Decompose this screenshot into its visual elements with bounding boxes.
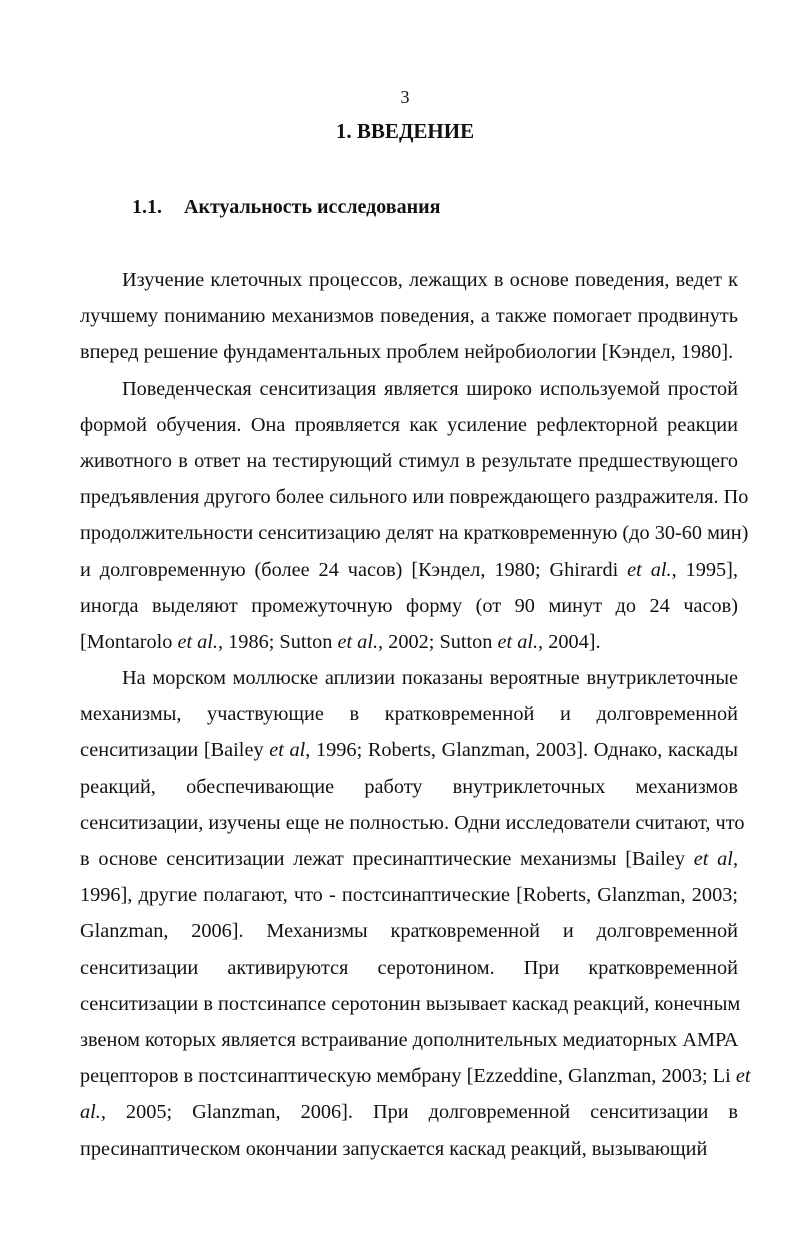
section-title: Актуальность исследования <box>184 196 441 218</box>
text-segment: сенситизации [Bailey <box>80 739 270 762</box>
text-segment: , 1986; Sutton <box>218 630 338 653</box>
text-segment: , <box>732 848 739 870</box>
text-segment: На морском моллюске аплизии показаны вероятные внутриклеточные <box>122 667 738 690</box>
text-line <box>80 515 749 551</box>
section-heading <box>132 196 440 219</box>
text-segment: формой обучения. Она проявляется как усиление рефлекторной реакции <box>80 413 738 436</box>
italic-text: et al. <box>497 630 539 653</box>
paragraph <box>80 371 749 661</box>
text-segment: Glanzman, 2006]. Механизмы кратковременной и долговременной <box>80 920 738 943</box>
text-segment: сенситизации активируются серотонином. При кратковременной <box>80 956 738 979</box>
text-segment: иногда выделяют промежуточную форму (от 90 минут до 24 часов) <box>80 594 738 617</box>
section-number: 1.1. <box>132 196 162 218</box>
text-segment: , 2002; Sutton <box>378 630 498 653</box>
text-segment: продолжительности сенситизацию делят на кратковременную (до 30-60 мин) <box>80 522 749 545</box>
page-number: 3 <box>400 87 410 107</box>
text-segment: предъявления другого более сильного или повреждающего раздражителя. По <box>80 486 749 509</box>
text-segment: лучшему пониманию механизмов поведения, а также помогает продвинуть <box>80 305 738 328</box>
text-line <box>80 913 738 949</box>
italic-text: et <box>735 1065 751 1088</box>
text-segment: в основе сенситизации лежат пресинаптические механизмы [Bailey <box>80 848 694 870</box>
text-line <box>80 1058 751 1094</box>
text-segment: [Montarolo <box>80 630 178 653</box>
text-segment: , 1996; Roberts, Glanzman, 2003]. Однако, каскады <box>305 739 738 762</box>
text-line <box>80 732 738 768</box>
text-segment: животного в ответ на тестирующий стимул в результате предшествующего <box>80 449 738 472</box>
text-line <box>80 950 738 986</box>
text-line <box>80 443 738 479</box>
text-line <box>80 1094 738 1130</box>
italic-text: et al. <box>177 630 219 653</box>
text-line <box>80 407 738 443</box>
text-line <box>80 805 745 841</box>
text-segment: сенситизации в постсинапсе серотонин вызывает каскад реакций, конечным <box>80 992 741 1015</box>
text-line <box>80 1131 738 1167</box>
text-line <box>80 479 749 515</box>
text-line <box>80 841 738 877</box>
text-segment: рецепторов в постсинаптическую мембрану [Ezzeddine, Glanzman, 2003; Li <box>80 1065 736 1088</box>
text-line <box>80 986 741 1022</box>
text-line <box>80 769 738 805</box>
text-line <box>80 262 738 298</box>
text-segment: механизмы, участвующие в кратковременной и долговременной <box>80 703 738 726</box>
text-line <box>80 371 738 407</box>
text-segment: Изучение клеточных процессов, лежащих в основе поведения, ведет к <box>122 269 738 291</box>
text-line <box>80 877 738 913</box>
text-segment: и долговременную (более 24 часов) [Кэндел, 1980; Ghirardi <box>80 558 628 581</box>
italic-text: et al <box>269 739 306 762</box>
text-segment: 2005; Glanzman, 2006]. При долговременной сенситизации в <box>105 1101 738 1124</box>
text-segment: вперед решение фундаментальных проблем нейробиологии [Кэндел, 1980]. <box>80 341 734 364</box>
text-segment: Поведенческая сенситизация является широко используемой простой <box>122 377 738 400</box>
text-line <box>80 552 738 588</box>
text-line <box>80 1022 738 1058</box>
italic-text: et al. <box>337 630 379 653</box>
paragraph <box>80 660 751 1167</box>
text-segment: , 2004]. <box>538 630 601 653</box>
italic-text: al., <box>80 1101 106 1124</box>
chapter-title: 1. ВВЕДЕНИЕ <box>335 119 475 143</box>
text-line <box>80 696 738 732</box>
text-line <box>80 298 738 334</box>
text-segment: реакций, обеспечивающие работу внутриклеточных механизмов <box>80 775 738 798</box>
text-line <box>80 588 738 624</box>
text-segment: пресинаптическом окончании запускается каскад реакций, вызывающий <box>80 1137 708 1160</box>
body-text <box>80 262 751 1167</box>
text-segment: , 1995], <box>671 558 738 581</box>
text-line <box>80 334 738 370</box>
text-segment: сенситизации, изучены еще не полностью. Одни исследователи считают, что <box>80 811 745 834</box>
text-segment: звеном которых является встраивание дополнительных медиаторных АМРА <box>80 1028 739 1051</box>
italic-text: et al. <box>627 558 672 581</box>
italic-text: et al <box>693 848 733 870</box>
text-line <box>80 624 738 660</box>
text-segment: 1996], другие полагают, что - постсинаптические [Roberts, Glanzman, 2003; <box>80 884 738 907</box>
text-line <box>80 660 738 696</box>
paragraph <box>80 262 738 371</box>
